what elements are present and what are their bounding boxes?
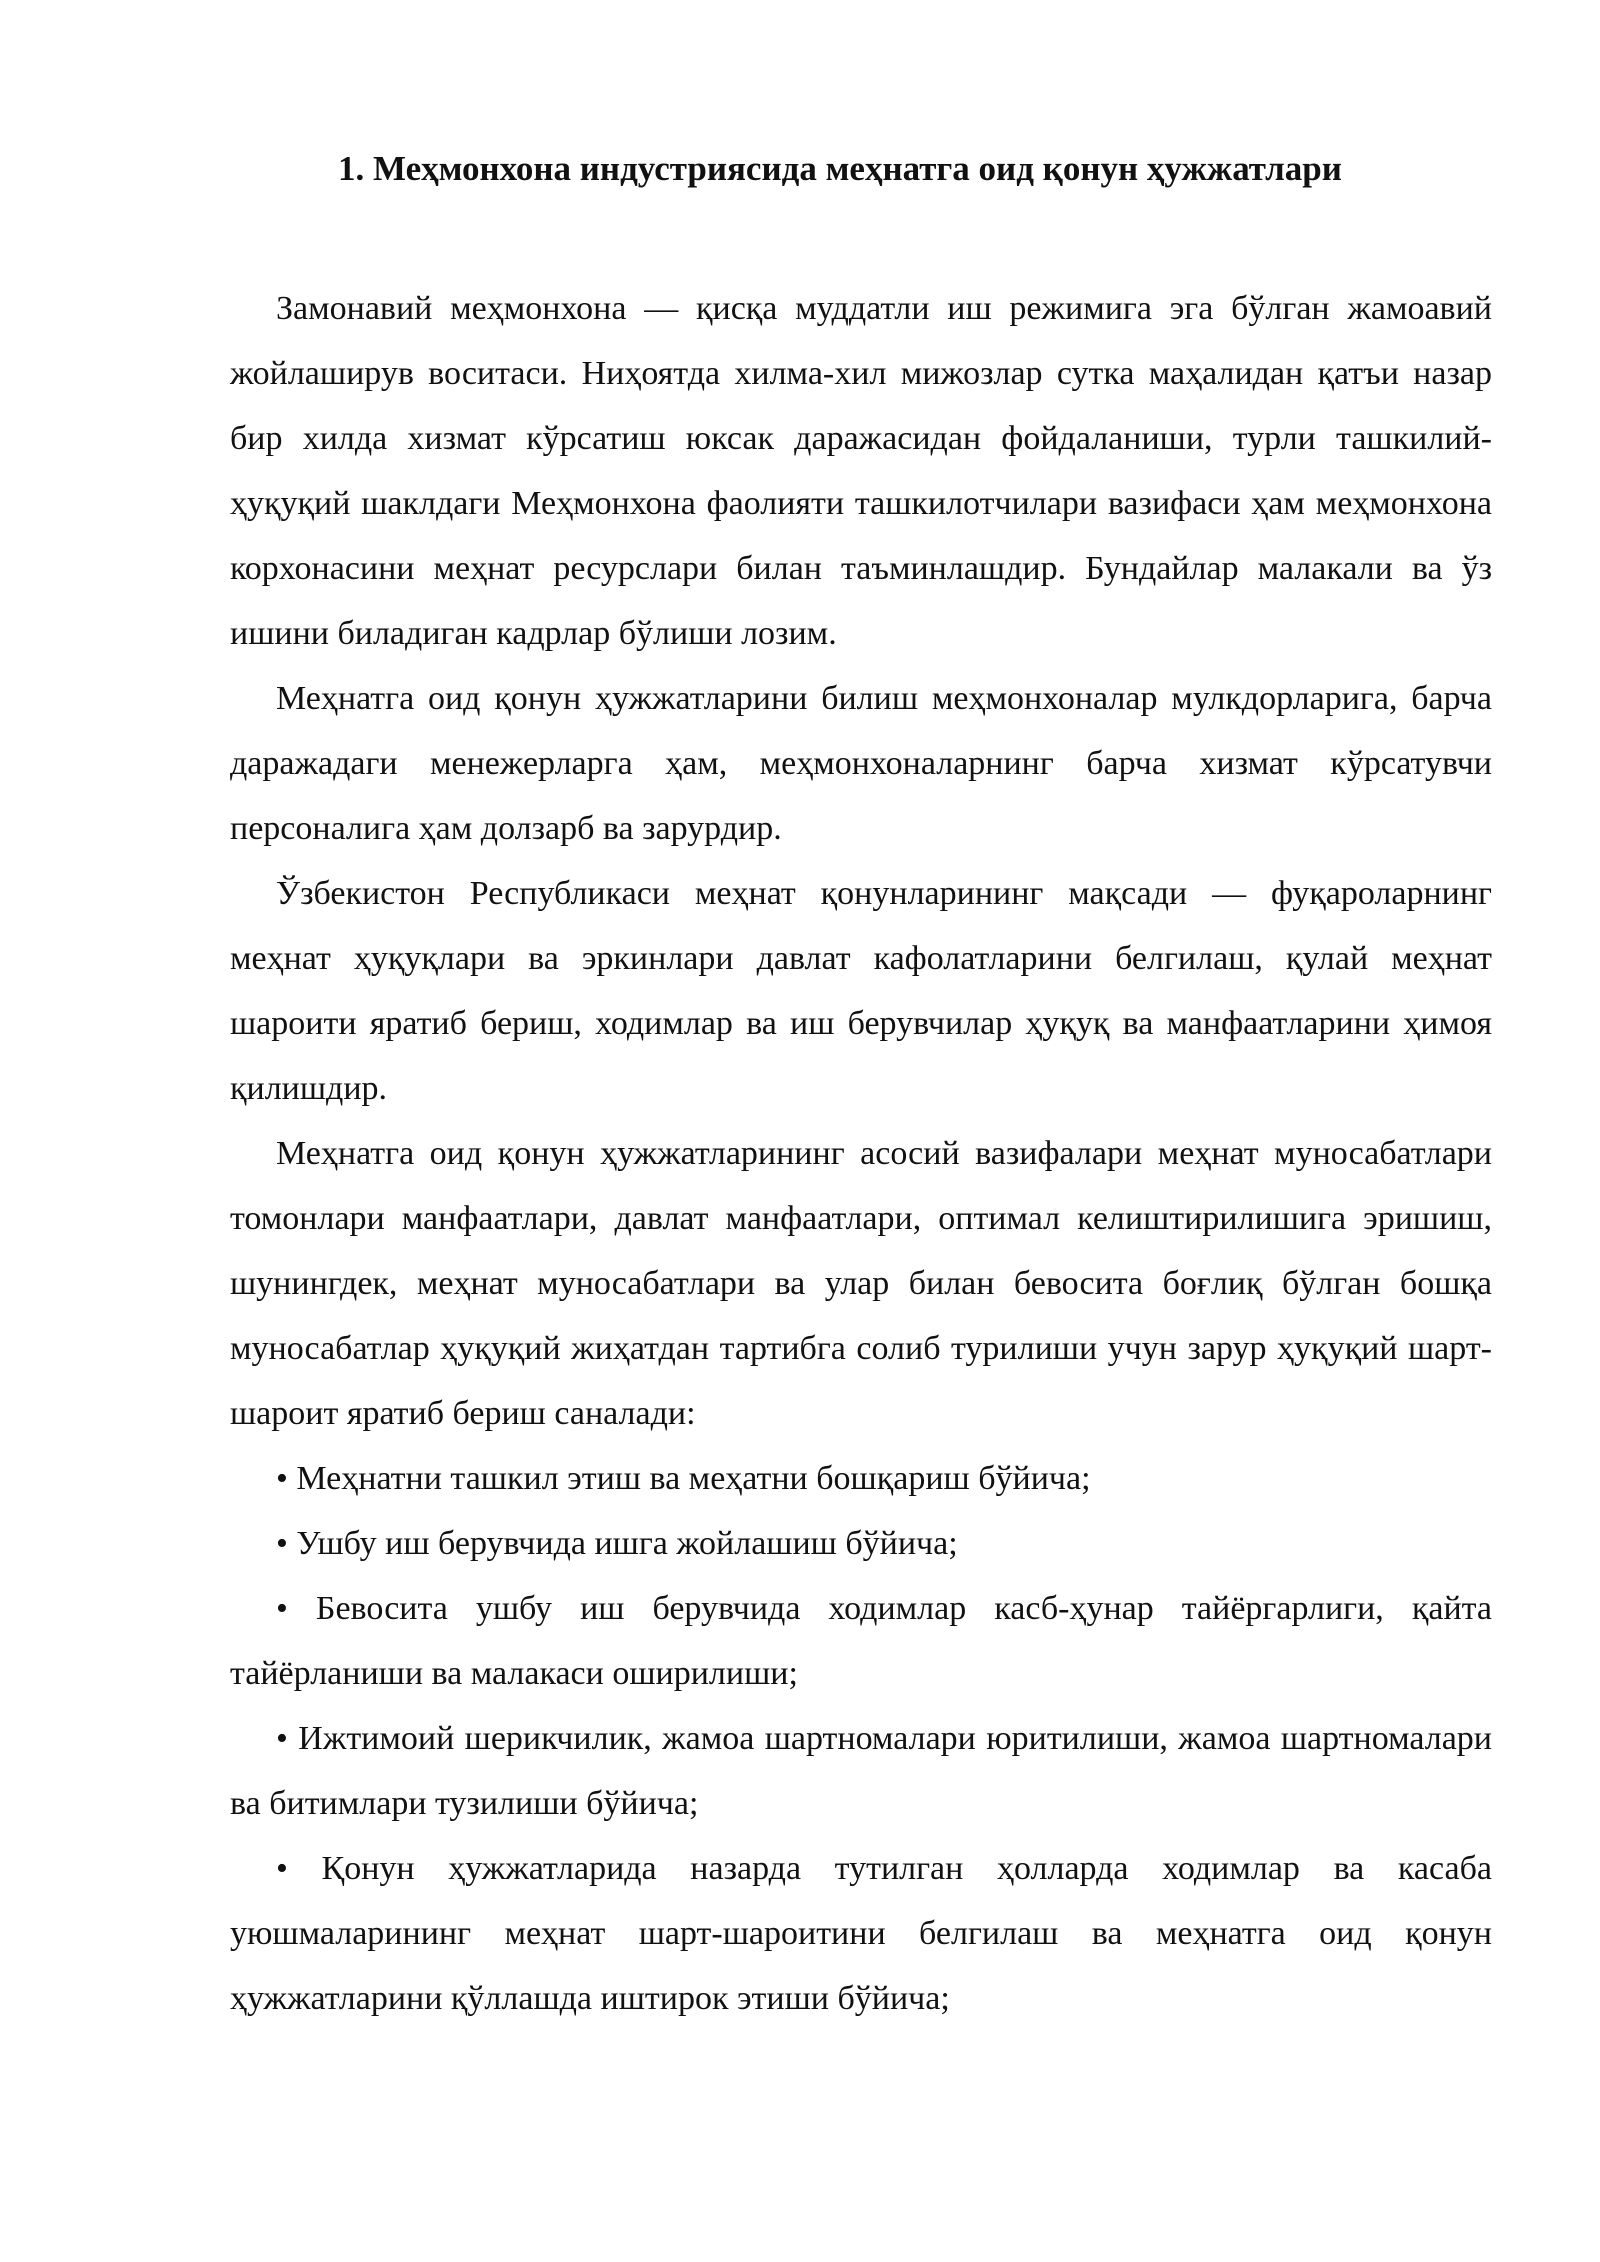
paragraph: Меҳнатга оид қонун ҳужжатларини билиш меҳмонхоналар мулкдорларига, барча даражадаги менежерларга ҳам, меҳмонхоналарнинг барча хизмат кўрсатувчи персоналига ҳам долзарб ва зарурдир.: [230, 680, 1492, 847]
section-heading: 1. Меҳмонхона индустриясида меҳнатга оид қонун ҳужжатлари: [338, 149, 1342, 188]
bullet-item: • Меҳнатни ташкил этиш ва меҳатни бошқариш бўйича;: [276, 1460, 1091, 1497]
document-body: [230, 276, 1492, 2031]
bullet-item: • Ушбу иш берувчида ишга жойлашиш бўйича;: [276, 1525, 958, 1562]
paragraph: Замонавий меҳмонхона — қисқа муддатли иш режимига эга бўлган жамоавий жойлаширув воситаси. Ниҳоятда хилма-хил мижозлар сутка маҳалидан қатъи назар бир хилда хизмат кўрсатиш юксак даражасидан фойдаланиши, турли ташкилий-ҳуқуқий шаклдаги Меҳмонхона фаолияти ташкилотчилари вазифаси ҳам меҳмонхона корхонасини меҳнат ресурслари билан таъминлашдир. Бундайлар малакали ва ўз ишини биладиган кадрлар бўлиши лозим.: [230, 290, 1492, 652]
paragraph: Меҳнатга оид қонун ҳужжатларининг асосий вазифалари меҳнат муносабатлари томонлари манфаатлари, давлат манфаатлари, оптимал келиштирилишига эришиш, шунингдек, меҳнат муносабатлари ва улар билан бевосита боғлиқ бўлган бошқа муносабатлар ҳуқуқий жиҳатдан тартибга солиб турилиши учун зарур ҳуқуқий шарт-шароит яратиб бериш саналади:: [230, 1135, 1492, 1432]
bullet-item: • Қонун ҳужжатларида назарда тутилган ҳолларда ходимлар ва касаба уюшмаларининг меҳнат шарт-шароитини белгилаш ва меҳнатга оид қонун ҳужжатларини қўллашда иштирок этиши бўйича;: [230, 1850, 1492, 2017]
bullet-item: • Бевосита ушбу иш берувчида ходимлар касб-ҳунар тайёргарлиги, қайта тайёрланиши ва малакаси оширилиши;: [230, 1590, 1492, 1692]
bullet-item: • Ижтимоий шерикчилик, жамоа шартномалари юритилиши, жамоа шартномалари ва битимлари тузилиши бўйича;: [230, 1720, 1492, 1822]
paragraph: Ўзбекистон Республикаси меҳнат қонунларининг мақсади — фуқароларнинг меҳнат ҳуқуқлари ва эркинлари давлат кафолатларини белгилаш, қулай меҳнат шароити яратиб бериш, ходимлар ва иш берувчилар ҳуқуқ ва манфаатларини ҳимоя қилишдир.: [230, 875, 1492, 1107]
